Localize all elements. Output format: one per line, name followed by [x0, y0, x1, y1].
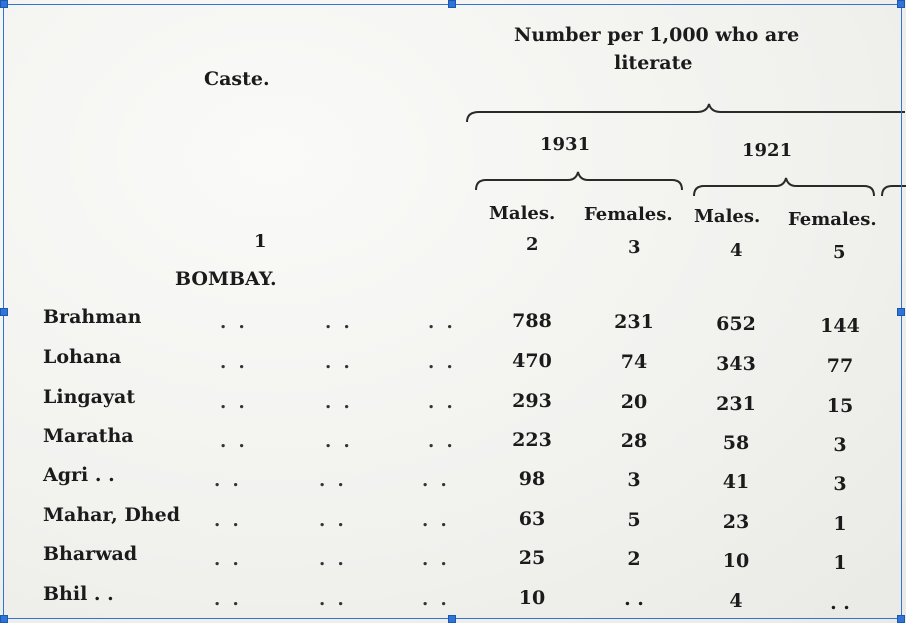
year-1931: 1931: [540, 134, 591, 155]
cell-f1931: 231: [614, 311, 654, 333]
cell-m1921: 23: [722, 511, 750, 533]
cell-f1921: 3: [833, 473, 847, 495]
leader-dots: . .: [428, 431, 456, 452]
cell-f1921: 1: [833, 552, 847, 574]
row-caste-name: Brahman: [43, 306, 142, 328]
males-1921-header: Males.: [694, 206, 761, 227]
leader-dots: . .: [325, 431, 353, 452]
row-caste-name: Lingayat: [43, 386, 136, 408]
leader-dots: . .: [422, 470, 450, 491]
col-number-4: 4: [730, 240, 743, 261]
leader-dots: . .: [422, 549, 450, 570]
selection-frame: [3, 4, 902, 619]
leader-dots: . .: [220, 431, 248, 452]
leader-dots: . .: [422, 589, 450, 610]
literate-header-line1: Number per 1,000 who are: [514, 24, 800, 46]
cell-f1921: 1: [833, 513, 847, 535]
leader-dots: . .: [428, 352, 456, 373]
cell-f1931: 3: [627, 469, 641, 491]
row-caste-name: Bharwad: [43, 543, 138, 565]
resize-handle-bottom-left[interactable]: [0, 615, 8, 623]
leader-dots: . .: [220, 392, 248, 413]
cell-f1931: 74: [620, 351, 648, 373]
year-1921: 1921: [742, 140, 793, 161]
col-number-2: 2: [526, 234, 539, 255]
cell-m1921: 41: [722, 471, 750, 493]
leader-dots: . .: [325, 392, 353, 413]
cell-m1921: 10: [722, 550, 750, 572]
cell-f1921: . .: [830, 592, 850, 614]
cell-m1931: 25: [518, 547, 546, 569]
leader-dots: . .: [214, 510, 242, 531]
cell-m1931: 470: [512, 350, 552, 372]
cell-m1921: 652: [716, 313, 756, 335]
cell-m1931: 98: [518, 468, 546, 490]
leader-dots: . .: [325, 352, 353, 373]
resize-handle-bottom-middle[interactable]: [448, 615, 456, 623]
literate-header-line2: literate: [614, 52, 693, 74]
row-caste-name: Agri . .: [43, 464, 115, 486]
row-caste-name: Maratha: [43, 425, 134, 447]
cell-m1931: 788: [512, 310, 552, 332]
females-1921-header: Females.: [788, 209, 877, 230]
cell-m1921: 343: [716, 353, 756, 375]
cell-f1931: 5: [627, 509, 641, 531]
cell-m1931: 10: [518, 587, 546, 609]
leader-dots: . .: [220, 352, 248, 373]
resize-handle-top-left[interactable]: [0, 0, 8, 8]
leader-dots: . .: [220, 312, 248, 333]
section-bombay: BOMBAY.: [175, 268, 277, 290]
females-1931-header: Females.: [584, 204, 673, 225]
cell-m1921: 231: [716, 393, 756, 415]
leader-dots: . .: [428, 312, 456, 333]
leader-dots: . .: [214, 589, 242, 610]
leader-dots: . .: [325, 312, 353, 333]
leader-dots: . .: [319, 470, 347, 491]
leader-dots: . .: [428, 392, 456, 413]
resize-handle-bottom-right[interactable]: [897, 615, 905, 623]
cell-m1931: 223: [512, 429, 552, 451]
col-number-1: 1: [254, 231, 267, 252]
resize-handle-middle-right[interactable]: [897, 308, 905, 316]
cell-f1921: 15: [826, 395, 854, 417]
cell-f1931: 2: [627, 548, 641, 570]
cell-m1931: 63: [518, 508, 546, 530]
row-caste-name: Lohana: [43, 346, 122, 368]
cell-f1921: 3: [833, 434, 847, 456]
cell-m1921: 58: [722, 432, 750, 454]
resize-handle-top-right[interactable]: [897, 0, 905, 8]
row-caste-name: Mahar, Dhed: [43, 504, 180, 526]
row-caste-name: Bhil . .: [43, 583, 114, 605]
col-number-5: 5: [833, 242, 846, 263]
males-1931-header: Males.: [489, 203, 556, 224]
leader-dots: . .: [214, 549, 242, 570]
caste-header: Caste.: [204, 68, 270, 90]
cell-f1931: 28: [620, 430, 648, 452]
cell-f1931: 20: [620, 391, 648, 413]
col-number-3: 3: [628, 237, 641, 258]
leader-dots: . .: [214, 470, 242, 491]
resize-handle-middle-left[interactable]: [0, 308, 8, 316]
leader-dots: . .: [319, 549, 347, 570]
resize-handle-top-middle[interactable]: [448, 0, 456, 8]
cell-m1921: 4: [729, 590, 743, 612]
leader-dots: . .: [319, 510, 347, 531]
leader-dots: . .: [422, 510, 450, 531]
cell-f1921: 144: [820, 315, 860, 337]
cell-f1931: . .: [624, 588, 644, 610]
cell-m1931: 293: [512, 390, 552, 412]
cell-f1921: 77: [826, 355, 854, 377]
leader-dots: . .: [319, 589, 347, 610]
